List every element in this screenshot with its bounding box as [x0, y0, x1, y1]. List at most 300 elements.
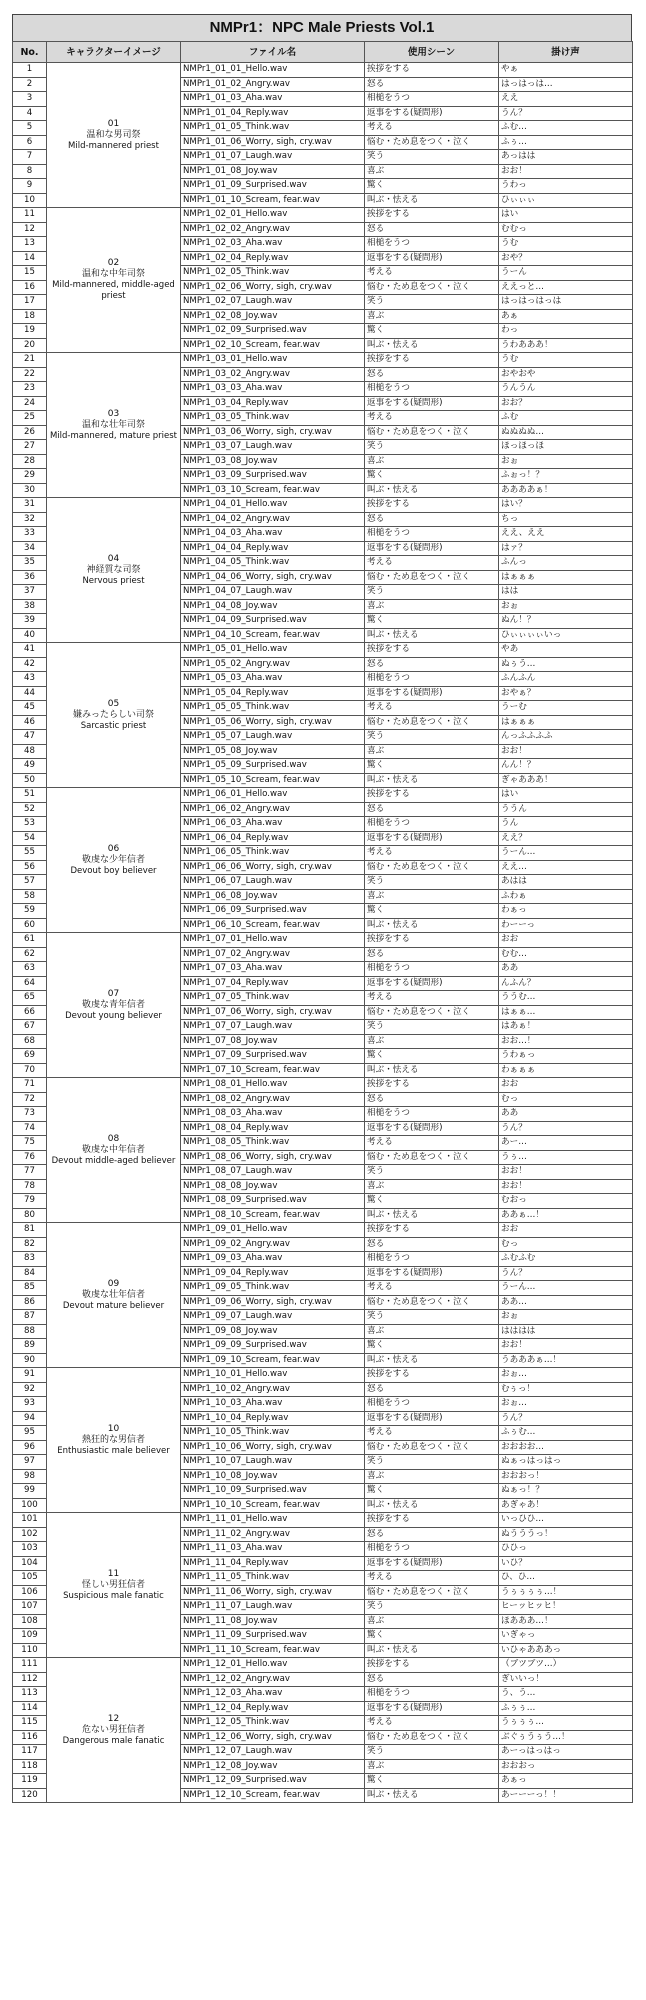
row-number: 32 [13, 512, 47, 527]
voice-line: ぬぬぬぬ… [499, 425, 633, 440]
row-number: 24 [13, 396, 47, 411]
voice-line: うわあああ！ [499, 338, 633, 353]
usage-scene: 叫ぶ・怯える [365, 1353, 499, 1368]
row-number: 84 [13, 1266, 47, 1281]
row-number: 100 [13, 1498, 47, 1513]
table-row [13, 498, 633, 513]
file-name: NMPr1_11_09_Surprised.wav [181, 1629, 365, 1644]
table-row [13, 643, 633, 658]
row-number: 92 [13, 1382, 47, 1397]
usage-scene: 相槌をうつ [365, 962, 499, 977]
voice-line: やぁ [499, 63, 633, 78]
row-number: 3 [13, 92, 47, 107]
row-number: 45 [13, 701, 47, 716]
voice-line: むむっ [499, 222, 633, 237]
usage-scene: 怒る [365, 1382, 499, 1397]
file-name: NMPr1_01_04_Reply.wav [181, 106, 365, 121]
voice-line: んふん？ [499, 976, 633, 991]
voice-line: むっ [499, 1092, 633, 1107]
file-name: NMPr1_05_09_Surprised.wav [181, 759, 365, 774]
character-name-en: Mild-mannered, mature priest [49, 430, 178, 441]
row-number: 104 [13, 1556, 47, 1571]
voice-line: ふぉっ！？ [499, 469, 633, 484]
usage-scene: 挨拶をする [365, 1078, 499, 1093]
file-name: NMPr1_11_05_Think.wav [181, 1571, 365, 1586]
character-name-jp: 温和な男司祭 [86, 129, 141, 140]
file-name: NMPr1_11_02_Angry.wav [181, 1527, 365, 1542]
row-number: 6 [13, 135, 47, 150]
voice-line: おお [499, 1078, 633, 1093]
voice-line: おや？ [499, 251, 633, 266]
row-number: 49 [13, 759, 47, 774]
voice-line: ふぅ… [499, 135, 633, 150]
character-name-en: Mild-mannered priest [68, 140, 159, 151]
row-number: 98 [13, 1469, 47, 1484]
voice-line: うぅ… [499, 1150, 633, 1165]
voice-line: ふんっ [499, 556, 633, 571]
file-name: NMPr1_03_02_Angry.wav [181, 367, 365, 382]
voice-line: うん？ [499, 1266, 633, 1281]
character-name-en: Devout young believer [65, 1010, 162, 1021]
file-name: NMPr1_06_04_Reply.wav [181, 831, 365, 846]
usage-scene: 喜ぶ [365, 164, 499, 179]
voice-line: ああああぁ！ [499, 483, 633, 498]
usage-scene: 喜ぶ [365, 1179, 499, 1194]
voice-list-sheet [12, 14, 632, 1803]
header-character: キャラクターイメージ [47, 42, 181, 63]
row-number: 9 [13, 179, 47, 194]
row-number: 42 [13, 657, 47, 672]
row-number: 5 [13, 121, 47, 136]
file-name: NMPr1_11_10_Scream, fear.wav [181, 1643, 365, 1658]
file-name: NMPr1_09_05_Think.wav [181, 1281, 365, 1296]
row-number: 38 [13, 599, 47, 614]
file-name: NMPr1_09_08_Joy.wav [181, 1324, 365, 1339]
usage-scene: 喜ぶ [365, 889, 499, 904]
usage-scene: 相槌をうつ [365, 672, 499, 687]
file-name: NMPr1_02_09_Surprised.wav [181, 324, 365, 339]
file-name: NMPr1_06_10_Scream, fear.wav [181, 918, 365, 933]
row-number: 15 [13, 266, 47, 281]
usage-scene: 考える [365, 991, 499, 1006]
character-name-jp: 温和な壮年司祭 [81, 419, 145, 430]
row-number: 26 [13, 425, 47, 440]
usage-scene: 笑う [365, 875, 499, 890]
file-name: NMPr1_05_06_Worry, sigh, cry.wav [181, 715, 365, 730]
file-name: NMPr1_06_01_Hello.wav [181, 788, 365, 803]
voice-line: ああ [499, 1107, 633, 1122]
usage-scene: 喜ぶ [365, 454, 499, 469]
character-name-jp: 温和な中年司祭 [81, 269, 145, 279]
usage-scene: 怒る [365, 1527, 499, 1542]
usage-scene: 挨拶をする [365, 1513, 499, 1528]
row-number: 101 [13, 1513, 47, 1528]
row-number: 83 [13, 1252, 47, 1267]
row-number: 23 [13, 382, 47, 397]
character-name-en: Devout middle-aged believer [51, 1155, 176, 1166]
file-name: NMPr1_09_01_Hello.wav [181, 1223, 365, 1238]
voice-line: うむ [499, 353, 633, 368]
voice-line: うん？ [499, 1411, 633, 1426]
file-name: NMPr1_08_07_Laugh.wav [181, 1165, 365, 1180]
row-number: 13 [13, 237, 47, 252]
file-name: NMPr1_05_02_Angry.wav [181, 657, 365, 672]
file-name: NMPr1_04_06_Worry, sigh, cry.wav [181, 570, 365, 585]
row-number: 75 [13, 1136, 47, 1151]
character-number: 10 [107, 1423, 120, 1434]
usage-scene: 驚く [365, 1049, 499, 1064]
usage-scene: 挨拶をする [365, 208, 499, 223]
character-name-en: Dangerous male fanatic [62, 1735, 165, 1746]
voice-line: ちっ [499, 512, 633, 527]
usage-scene: 怒る [365, 77, 499, 92]
file-name: NMPr1_03_05_Think.wav [181, 411, 365, 426]
character-cell [47, 208, 181, 353]
usage-scene: 相槌をうつ [365, 527, 499, 542]
character-name-en: Devout mature believer [62, 1300, 165, 1311]
file-name: NMPr1_05_08_Joy.wav [181, 744, 365, 759]
file-name: NMPr1_09_06_Worry, sigh, cry.wav [181, 1295, 365, 1310]
file-name: NMPr1_03_06_Worry, sigh, cry.wav [181, 425, 365, 440]
voice-line: うーん… [499, 846, 633, 861]
file-name: NMPr1_10_10_Scream, fear.wav [181, 1498, 365, 1513]
character-cell [47, 1368, 181, 1513]
character-name-en: Mild-mannered, middle-aged priest [52, 280, 175, 301]
usage-scene: 考える [365, 556, 499, 571]
usage-scene: 考える [365, 846, 499, 861]
row-number: 89 [13, 1339, 47, 1354]
usage-scene: 叫ぶ・怯える [365, 1063, 499, 1078]
file-name: NMPr1_07_09_Surprised.wav [181, 1049, 365, 1064]
usage-scene: 喜ぶ [365, 1759, 499, 1774]
usage-scene: 返事をする(疑問形) [365, 541, 499, 556]
table-row [13, 1223, 633, 1238]
usage-scene: 喜ぶ [365, 309, 499, 324]
character-number: 04 [107, 553, 120, 564]
voice-line: おおおっ [499, 1759, 633, 1774]
voice-line: いぎゃっ [499, 1629, 633, 1644]
row-number: 54 [13, 831, 47, 846]
file-name: NMPr1_01_08_Joy.wav [181, 164, 365, 179]
file-name: NMPr1_03_08_Joy.wav [181, 454, 365, 469]
row-number: 119 [13, 1774, 47, 1789]
usage-scene: 驚く [365, 1339, 499, 1354]
voice-line: うん？ [499, 1121, 633, 1136]
row-number: 53 [13, 817, 47, 832]
voice-line: おお！ [499, 1179, 633, 1194]
file-name: NMPr1_02_04_Reply.wav [181, 251, 365, 266]
usage-scene: 喜ぶ [365, 1034, 499, 1049]
usage-scene: 挨拶をする [365, 353, 499, 368]
row-number: 91 [13, 1368, 47, 1383]
usage-scene: 考える [365, 1571, 499, 1586]
voice-line: はい [499, 788, 633, 803]
usage-scene: 相槌をうつ [365, 1397, 499, 1412]
voice-line: （ブツブツ…） [499, 1658, 633, 1673]
usage-scene: 驚く [365, 469, 499, 484]
voice-table [12, 41, 633, 1803]
table-row [13, 1513, 633, 1528]
usage-scene: 返事をする(疑問形) [365, 1701, 499, 1716]
voice-line: んん！？ [499, 759, 633, 774]
row-number: 110 [13, 1643, 47, 1658]
table-row [13, 1078, 633, 1093]
file-name: NMPr1_09_04_Reply.wav [181, 1266, 365, 1281]
character-cell [47, 353, 181, 498]
row-number: 107 [13, 1600, 47, 1615]
voice-line: おお！ [499, 744, 633, 759]
file-name: NMPr1_04_09_Surprised.wav [181, 614, 365, 629]
file-name: NMPr1_12_03_Aha.wav [181, 1687, 365, 1702]
row-number: 71 [13, 1078, 47, 1093]
voice-line: むぅっ！ [499, 1382, 633, 1397]
usage-scene: 悩む・ため息をつく・泣く [365, 1585, 499, 1600]
file-name: NMPr1_12_10_Scream, fear.wav [181, 1788, 365, 1803]
voice-line: ぬぁっはっはっ [499, 1455, 633, 1470]
character-number: 07 [107, 988, 120, 999]
row-number: 103 [13, 1542, 47, 1557]
file-name: NMPr1_03_04_Reply.wav [181, 396, 365, 411]
table-row [13, 933, 633, 948]
file-name: NMPr1_01_01_Hello.wav [181, 63, 365, 78]
voice-line: あー… [499, 1136, 633, 1151]
usage-scene: 喜ぶ [365, 1324, 499, 1339]
voice-line: ふむ [499, 411, 633, 426]
voice-line: わーーっ [499, 918, 633, 933]
row-number: 81 [13, 1223, 47, 1238]
voice-line: ええ、ええ [499, 527, 633, 542]
file-name: NMPr1_04_01_Hello.wav [181, 498, 365, 513]
voice-line: おお [499, 933, 633, 948]
voice-line: おお…！ [499, 1034, 633, 1049]
file-name: NMPr1_12_09_Surprised.wav [181, 1774, 365, 1789]
voice-line: あはは [499, 875, 633, 890]
usage-scene: 驚く [365, 759, 499, 774]
row-number: 82 [13, 1237, 47, 1252]
usage-scene: 返事をする(疑問形) [365, 1121, 499, 1136]
row-number: 67 [13, 1020, 47, 1035]
header-scene: 使用シーン [365, 42, 499, 63]
file-name: NMPr1_01_06_Worry, sigh, cry.wav [181, 135, 365, 150]
character-name-jp: 敬虔な青年信者 [81, 999, 145, 1010]
usage-scene: 返事をする(疑問形) [365, 1556, 499, 1571]
voice-line: うん [499, 817, 633, 832]
file-name: NMPr1_07_10_Scream, fear.wav [181, 1063, 365, 1078]
row-number: 22 [13, 367, 47, 382]
character-number: 11 [107, 1568, 120, 1579]
row-number: 76 [13, 1150, 47, 1165]
usage-scene: 悩む・ため息をつく・泣く [365, 1295, 499, 1310]
row-number: 52 [13, 802, 47, 817]
file-name: NMPr1_11_03_Aha.wav [181, 1542, 365, 1557]
header-voice: 掛け声 [499, 42, 633, 63]
row-number: 114 [13, 1701, 47, 1716]
usage-scene: 返事をする(疑問形) [365, 976, 499, 991]
voice-line: わっ [499, 324, 633, 339]
usage-scene: 挨拶をする [365, 933, 499, 948]
row-number: 41 [13, 643, 47, 658]
file-name: NMPr1_04_02_Angry.wav [181, 512, 365, 527]
row-number: 30 [13, 483, 47, 498]
row-number: 111 [13, 1658, 47, 1673]
voice-line: おお！ [499, 1339, 633, 1354]
usage-scene: 喜ぶ [365, 1614, 499, 1629]
voice-line: あぎゃあ！ [499, 1498, 633, 1513]
character-name-jp: 嫌みったらしい司祭 [72, 709, 154, 720]
voice-line: ふぅぅ… [499, 1701, 633, 1716]
row-number: 61 [13, 933, 47, 948]
row-number: 35 [13, 556, 47, 571]
file-name: NMPr1_07_07_Laugh.wav [181, 1020, 365, 1035]
voice-line: おぉ [499, 599, 633, 614]
character-cell [47, 498, 181, 643]
usage-scene: 悩む・ため息をつく・泣く [365, 715, 499, 730]
row-number: 97 [13, 1455, 47, 1470]
usage-scene: 怒る [365, 367, 499, 382]
row-number: 62 [13, 947, 47, 962]
usage-scene: 返事をする(疑問形) [365, 686, 499, 701]
file-name: NMPr1_08_04_Reply.wav [181, 1121, 365, 1136]
character-name-en: Enthusiastic male believer [57, 1445, 170, 1456]
character-number: 03 [107, 408, 120, 419]
usage-scene: 悩む・ため息をつく・泣く [365, 860, 499, 875]
voice-line: あっはは [499, 150, 633, 165]
usage-scene: 悩む・ため息をつく・泣く [365, 570, 499, 585]
row-number: 112 [13, 1672, 47, 1687]
voice-line: うーん… [499, 1281, 633, 1296]
voice-line: はあぁ！ [499, 1020, 633, 1035]
usage-scene: 笑う [365, 295, 499, 310]
file-name: NMPr1_11_08_Joy.wav [181, 1614, 365, 1629]
row-number: 34 [13, 541, 47, 556]
row-number: 116 [13, 1730, 47, 1745]
usage-scene: 喜ぶ [365, 599, 499, 614]
voice-line: はい？ [499, 498, 633, 513]
row-number: 80 [13, 1208, 47, 1223]
voice-line: うんうん [499, 382, 633, 397]
file-name: NMPr1_12_01_Hello.wav [181, 1658, 365, 1673]
row-number: 16 [13, 280, 47, 295]
character-name-jp: 危ない男狂信者 [81, 1724, 145, 1735]
voice-line: ううん [499, 802, 633, 817]
usage-scene: 怒る [365, 802, 499, 817]
file-name: NMPr1_03_01_Hello.wav [181, 353, 365, 368]
file-name: NMPr1_02_03_Aha.wav [181, 237, 365, 252]
file-name: NMPr1_12_02_Angry.wav [181, 1672, 365, 1687]
row-number: 12 [13, 222, 47, 237]
file-name: NMPr1_10_06_Worry, sigh, cry.wav [181, 1440, 365, 1455]
voice-line: うあああぁ…！ [499, 1353, 633, 1368]
file-name: NMPr1_11_04_Reply.wav [181, 1556, 365, 1571]
row-number: 88 [13, 1324, 47, 1339]
voice-line: おやぁ？ [499, 686, 633, 701]
file-name: NMPr1_03_03_Aha.wav [181, 382, 365, 397]
file-name: NMPr1_08_08_Joy.wav [181, 1179, 365, 1194]
header-row [13, 42, 633, 63]
voice-line: ひひっ [499, 1542, 633, 1557]
file-name: NMPr1_07_05_Think.wav [181, 991, 365, 1006]
row-number: 94 [13, 1411, 47, 1426]
sheet-title: NMPr1：NPC Male Priests Vol.1 [12, 14, 632, 41]
usage-scene: 返事をする(疑問形) [365, 1266, 499, 1281]
file-name: NMPr1_10_07_Laugh.wav [181, 1455, 365, 1470]
row-number: 60 [13, 918, 47, 933]
usage-scene: 考える [365, 1426, 499, 1441]
usage-scene: 怒る [365, 657, 499, 672]
header-file: ファイル名 [181, 42, 365, 63]
voice-line: うぅぅぅぅ…！ [499, 1585, 633, 1600]
file-name: NMPr1_12_05_Think.wav [181, 1716, 365, 1731]
file-name: NMPr1_02_05_Think.wav [181, 266, 365, 281]
file-name: NMPr1_02_06_Worry, sigh, cry.wav [181, 280, 365, 295]
usage-scene: 考える [365, 1281, 499, 1296]
voice-line: ええ？ [499, 831, 633, 846]
file-name: NMPr1_04_05_Think.wav [181, 556, 365, 571]
file-name: NMPr1_02_07_Laugh.wav [181, 295, 365, 310]
character-cell [47, 1223, 181, 1368]
row-number: 20 [13, 338, 47, 353]
usage-scene: 驚く [365, 1194, 499, 1209]
file-name: NMPr1_04_03_Aha.wav [181, 527, 365, 542]
usage-scene: 叫ぶ・怯える [365, 193, 499, 208]
usage-scene: 考える [365, 411, 499, 426]
file-name: NMPr1_06_02_Angry.wav [181, 802, 365, 817]
row-number: 37 [13, 585, 47, 600]
file-name: NMPr1_03_07_Laugh.wav [181, 440, 365, 455]
usage-scene: 怒る [365, 947, 499, 962]
voice-line: わぁっ [499, 904, 633, 919]
row-number: 72 [13, 1092, 47, 1107]
row-number: 36 [13, 570, 47, 585]
file-name: NMPr1_05_10_Scream, fear.wav [181, 773, 365, 788]
row-number: 1 [13, 63, 47, 78]
file-name: NMPr1_12_08_Joy.wav [181, 1759, 365, 1774]
file-name: NMPr1_06_09_Surprised.wav [181, 904, 365, 919]
voice-line: はぁぁぁ [499, 715, 633, 730]
file-name: NMPr1_08_06_Worry, sigh, cry.wav [181, 1150, 365, 1165]
voice-line: あーーーっ！！ [499, 1788, 633, 1803]
voice-line: ひぃぃぃ [499, 193, 633, 208]
usage-scene: 怒る [365, 222, 499, 237]
file-name: NMPr1_04_07_Laugh.wav [181, 585, 365, 600]
usage-scene: 笑う [365, 440, 499, 455]
usage-scene: 喜ぶ [365, 744, 499, 759]
file-name: NMPr1_09_07_Laugh.wav [181, 1310, 365, 1325]
row-number: 27 [13, 440, 47, 455]
usage-scene: 返事をする(疑問形) [365, 251, 499, 266]
row-number: 65 [13, 991, 47, 1006]
row-number: 28 [13, 454, 47, 469]
character-name-en: Sarcastic priest [80, 720, 147, 731]
usage-scene: 考える [365, 1716, 499, 1731]
character-number: 02 [107, 258, 120, 268]
voice-line: おぉ… [499, 1368, 633, 1383]
usage-scene: 叫ぶ・怯える [365, 628, 499, 643]
character-name-jp: 熱狂的な男信者 [81, 1434, 145, 1445]
file-name: NMPr1_11_01_Hello.wav [181, 1513, 365, 1528]
voice-line: ふわぁ [499, 889, 633, 904]
usage-scene: 叫ぶ・怯える [365, 773, 499, 788]
row-number: 93 [13, 1397, 47, 1412]
file-name: NMPr1_12_04_Reply.wav [181, 1701, 365, 1716]
voice-line: いひ？ [499, 1556, 633, 1571]
file-name: NMPr1_06_08_Joy.wav [181, 889, 365, 904]
voice-line: ひ、ひ… [499, 1571, 633, 1586]
file-name: NMPr1_10_03_Aha.wav [181, 1397, 365, 1412]
voice-line: ぬん！？ [499, 614, 633, 629]
voice-line: う、う… [499, 1687, 633, 1702]
usage-scene: 相槌をうつ [365, 382, 499, 397]
